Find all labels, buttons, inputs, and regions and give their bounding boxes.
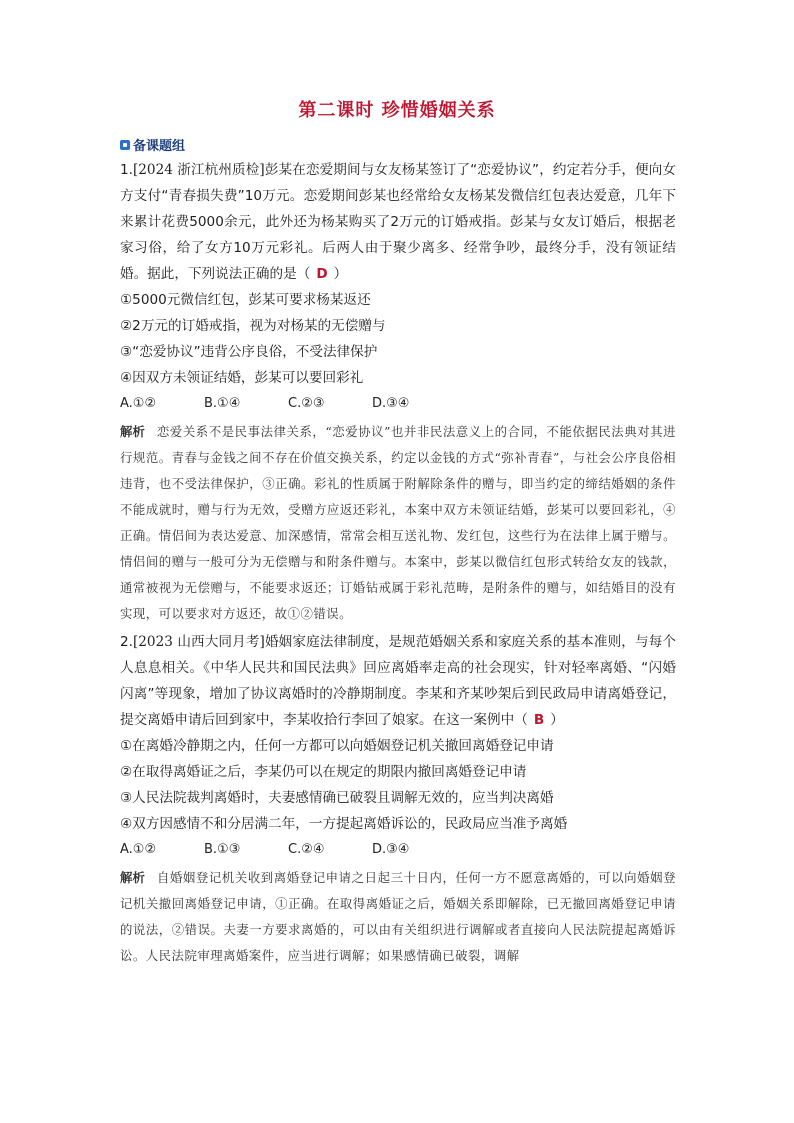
question-stem: 彭某在恋爱期间与女友杨某签订了“恋爱协议”，约定若分手，便向女方支付“青春损失费”10万元。恋爱期间彭某也经常给女友杨某发微信红包表达爱意，几年下来累计花费5000余元，此外还为杨某购买了2万元的订婚戒指。彭某与女友订婚后，根据老家习俗，给了女方10万元彩礼。后两人由于聚少离多、经常争吵，最终分手，没有领证结婚。据此，下列说法正确的是（ bbox=[120, 162, 676, 282]
analysis-1 bbox=[120, 419, 676, 627]
option: ④因双方未领证结婚，彭某可以要回彩礼 bbox=[120, 370, 364, 386]
option: ②在取得离婚证之后，李某仍可以在规定的期限内撤回离婚登记申请 bbox=[120, 764, 527, 780]
option: ④双方因感情不和分居满二年，一方提起离婚诉讼的，民政局应当准予离婚 bbox=[120, 816, 568, 832]
choice-d: D.③④ bbox=[372, 842, 410, 857]
analysis-text: 恋爱关系不是民事法律关系，“恋爱协议”也并非民法意义上的合同，不能依据民法典对其进行规范。青春与金钱之间不存在价值交换关系，约定以金钱的方式“弥补青春”，与社会公序良俗相违背，也不受法律保护，③正确。彩礼的性质属于附解除条件的赠与，即当约定的缔结婚姻的条件不能成就时，赠与行为无效，受赠方应返还彩礼，本案中双方未领证结婚，彭某可以要回彩礼，④正确。情侣间为表达爱意、加深感情，常常会相互送礼物、发红包，这些行为在法律上属于赠与。情侣间的赠与一般可分为无偿赠与和附条件赠与。本案中，彭某以微信红包形式转给女友的钱款，通常被视为无偿赠与，不能要求返还；订婚钻戒属于彩礼范畴，是附条件的赠与，如结婚目的没有实现，可以要求对方返还，故①②错误。 bbox=[120, 424, 677, 621]
analysis-2 bbox=[120, 865, 676, 969]
stem-end: ） bbox=[333, 266, 348, 282]
analysis-text: 自婚姻登记机关收到离婚登记申请之日起三十日内，任何一方不愿意离婚的，可以向婚姻登记机关撤回离婚登记申请，①正确。在取得离婚证之后，婚姻关系即解除，已无撤回离婚登记申请的说法，②错误。夫妻一方要求离婚的，可以由有关组织进行调解或者直接向人民法院提起离婚诉讼。人民法院审理离婚案件，应当进行调解；如果感情确已破裂，调解 bbox=[120, 870, 677, 963]
page-title: 第二课时 珍惜婚姻关系 bbox=[298, 100, 496, 121]
option: ①在离婚冷静期之内，任何一方都可以向婚姻登记机关撤回离婚登记申请 bbox=[120, 738, 554, 754]
answer-choices bbox=[120, 391, 676, 417]
analysis-label: 解析 bbox=[120, 870, 145, 885]
question-source: [2023 山西大同月考] bbox=[132, 634, 265, 650]
answer-choices bbox=[120, 837, 676, 863]
option: ③人民法院裁判离婚时，夫妻感情确已破裂且调解无效的，应当判决离婚 bbox=[120, 790, 554, 806]
question-number: 2. bbox=[120, 634, 133, 650]
option: ③“恋爱协议”违背公序良俗，不受法律保护 bbox=[120, 344, 378, 360]
analysis-label: 解析 bbox=[120, 424, 145, 439]
choice-c: C.②③ bbox=[288, 396, 325, 411]
content bbox=[120, 157, 676, 971]
stem-end: ） bbox=[550, 712, 564, 728]
answer-mark: B bbox=[533, 712, 545, 728]
section-label bbox=[120, 135, 185, 154]
choice-d: D.③④ bbox=[372, 396, 410, 411]
question-2-stem bbox=[120, 629, 676, 733]
choice-a: A.①② bbox=[120, 396, 157, 411]
option: ①5000元微信红包，彭某可要求杨某返还 bbox=[120, 292, 371, 308]
section-label-text: 备课题组 bbox=[133, 139, 186, 154]
tag-icon bbox=[120, 140, 130, 150]
choice-c: C.②④ bbox=[288, 842, 325, 857]
question-1-stem bbox=[120, 157, 676, 287]
question-number: 1. bbox=[120, 162, 133, 178]
question-stem: 婚姻家庭法律制度，是规范婚姻关系和家庭关系的基本准则，与每个人息息相关。《中华人民共和国民法典》回应离婚率走高的社会现实，针对轻率离婚、“闪婚闪离”等现象，增加了协议离婚时的冷静期制度。李某和齐某吵架后到民政局申请离婚登记，提交离婚申请后回到家中，李某收拾行李回了娘家。在这一案例中（ bbox=[120, 634, 677, 728]
option: ②2万元的订婚戒指，视为对杨某的无偿赠与 bbox=[120, 318, 386, 334]
question-source: [2024 浙江杭州质检] bbox=[132, 162, 265, 178]
choice-a: A.①② bbox=[120, 842, 157, 857]
choice-b: B.①④ bbox=[204, 396, 241, 411]
answer-mark: D bbox=[316, 266, 328, 282]
choice-b: B.①③ bbox=[204, 842, 241, 857]
